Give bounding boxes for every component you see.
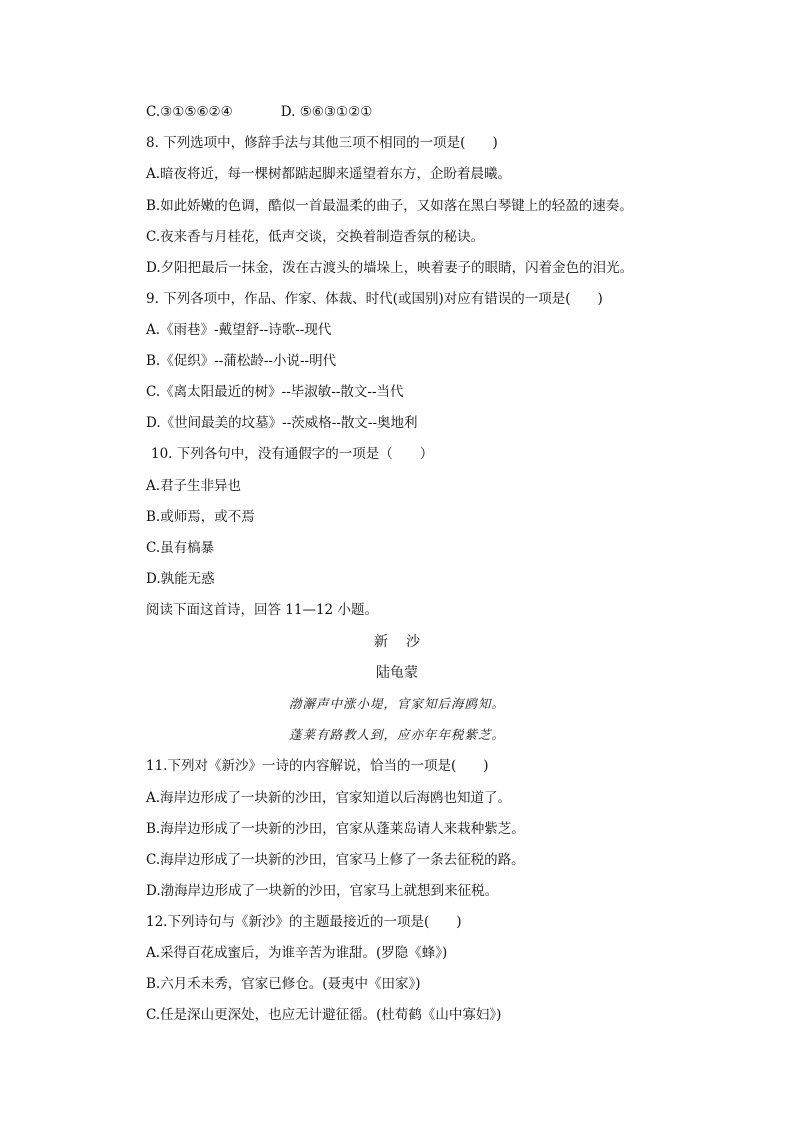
q9-option-b: B.《促织》--蒲松龄--小说--明代 bbox=[146, 353, 337, 369]
poem-title: 新沙 bbox=[374, 634, 438, 650]
q11-stem: 11.下列对《新沙》一诗的内容解说，恰当的一项是( ) bbox=[146, 758, 489, 774]
reading-intro: 阅读下面这首诗，回答 11—12 小题。 bbox=[146, 602, 378, 618]
q11-option-d: D.渤海岸边形成了一块新的沙田，官家马上就想到来征税。 bbox=[146, 883, 499, 899]
q10-option-a: A.君子生非异也 bbox=[146, 478, 242, 494]
poem-line-2: 蓬莱有路教人到，应亦年年税紫芝。 bbox=[288, 727, 505, 742]
q9-option-c: C.《离太阳最近的树》--毕淑敏--散文--当代 bbox=[146, 384, 404, 400]
q11-option-a: A.海岸边形成了一块新的沙田，官家知道以后海鸥也知道了。 bbox=[146, 790, 512, 806]
poem-line-1: 渤澥声中涨小堤，官家知后海鸥知。 bbox=[288, 696, 505, 711]
q10-option-c: C.虽有槁暴 bbox=[146, 540, 215, 556]
q7-option-d: D. ⑤⑥③①②① bbox=[280, 104, 373, 120]
q12-option-b: B.六月禾未秀，官家已修仓。(聂夷中《田家》) bbox=[146, 976, 421, 992]
q9-stem: 9. 下列各项中，作品、作家、体裁、时代(或国别)对应有错误的一项是( ) bbox=[146, 291, 603, 307]
q8-option-d: D.夕阳把最后一抹金，泼在古渡头的墙垛上，映着妻子的眼睛，闪着金色的泪光。 bbox=[146, 260, 634, 276]
q7-option-c: C.③①⑤⑥②④ bbox=[146, 104, 233, 120]
q12-option-c: C.任是深山更深处，也应无计避征徭。(杜荀鹤《山中寡妇》) bbox=[146, 1007, 502, 1023]
q11-option-b: B.海岸边形成了一块新的沙田，官家从蓬莱岛请人来栽种紫芝。 bbox=[146, 821, 525, 837]
q8-stem: 8. 下列选项中，修辞手法与其他三项不相同的一项是( ) bbox=[146, 135, 498, 151]
q10-option-d: D.孰能无惑 bbox=[146, 571, 215, 587]
q7-options-row bbox=[146, 102, 372, 122]
q10-stem: 10. 下列各句中，没有通假字的一项是（ ） bbox=[151, 446, 434, 462]
q9-option-d: D.《世间最美的坟墓》--茨威格--散文--奥地利 bbox=[146, 415, 418, 431]
q9-option-a: A.《雨巷》-戴望舒--诗歌--现代 bbox=[146, 322, 332, 338]
q11-option-c: C.海岸边形成了一块新的沙田，官家马上修了一条去征税的路。 bbox=[146, 852, 525, 868]
q8-option-c: C.夜来香与月桂花，低声交谈，交换着制造香氛的秘诀。 bbox=[146, 229, 485, 245]
q10-option-b: B.或师焉，或不焉 bbox=[146, 509, 255, 525]
q12-stem: 12.下列诗句与《新沙》的主题最接近的一项是( ) bbox=[146, 914, 462, 930]
q12-option-a: A.采得百花成蜜后，为谁辛苦为谁甜。(罗隐《蜂》) bbox=[146, 945, 448, 961]
poem-author: 陆龟蒙 bbox=[376, 665, 418, 681]
q8-option-a: A.暗夜将近，每一棵树都踮起脚来遥望着东方，企盼着晨曦。 bbox=[146, 166, 512, 182]
q8-option-b: B.如此娇嫩的色调，酷似一首最温柔的曲子，又如落在黑白琴键上的轻盈的速奏。 bbox=[146, 198, 633, 214]
